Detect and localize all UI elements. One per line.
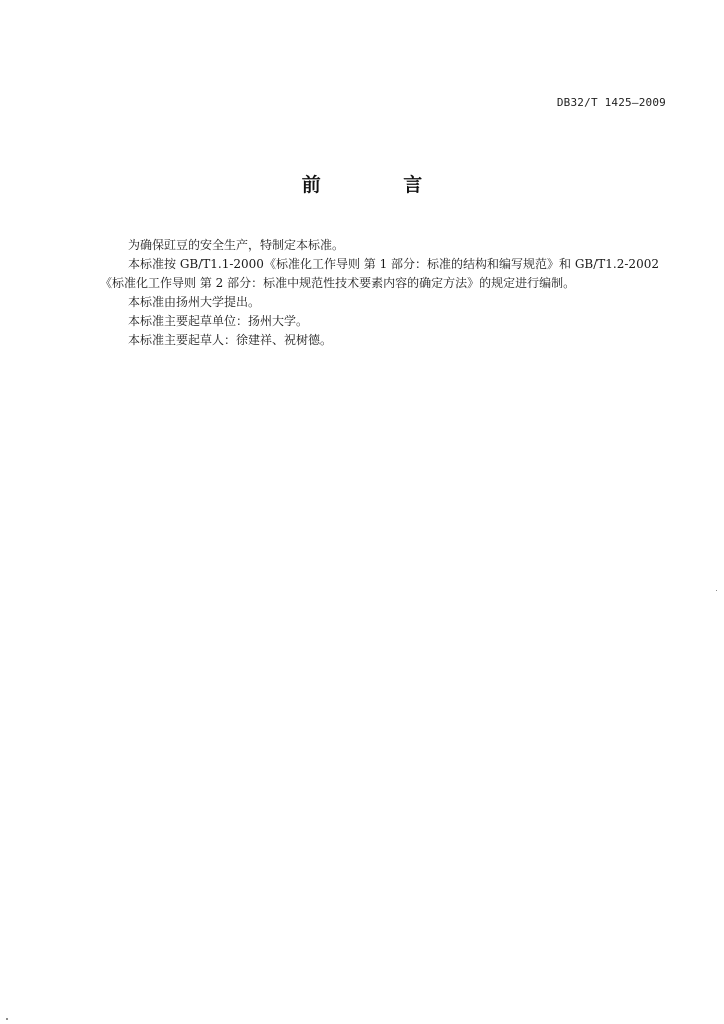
preface-paragraph-drafting-unit: 本标准主要起草单位：扬州大学。	[128, 314, 309, 328]
preface-paragraph-drafting-rules	[100, 255, 670, 293]
standard-code: DB32/T 1425—2009	[556, 96, 666, 109]
scan-speck	[6, 1018, 8, 1020]
preface-body	[100, 236, 670, 350]
page-title: 前 言	[301, 174, 461, 196]
preface-paragraph-purpose: 为确保豇豆的安全生产，特制定本标准。	[128, 238, 345, 252]
scan-speck	[716, 590, 717, 591]
preface-paragraph-drafters: 本标准主要起草人：徐建祥、祝树德。	[128, 333, 333, 347]
preface-paragraph-proposer: 本标准由扬州大学提出。	[128, 295, 261, 309]
drafting-rules-line-2: 《标准化工作导则 第 2 部分：标准中规范性技术要素内容的确定方法》的规定进行编制。	[100, 276, 576, 290]
drafting-rules-line-1: 本标准按 GB/T1.1-2000《标准化工作导则 第 1 部分：标准的结构和编写规范》和 GB/T1.2-2002	[128, 257, 659, 271]
